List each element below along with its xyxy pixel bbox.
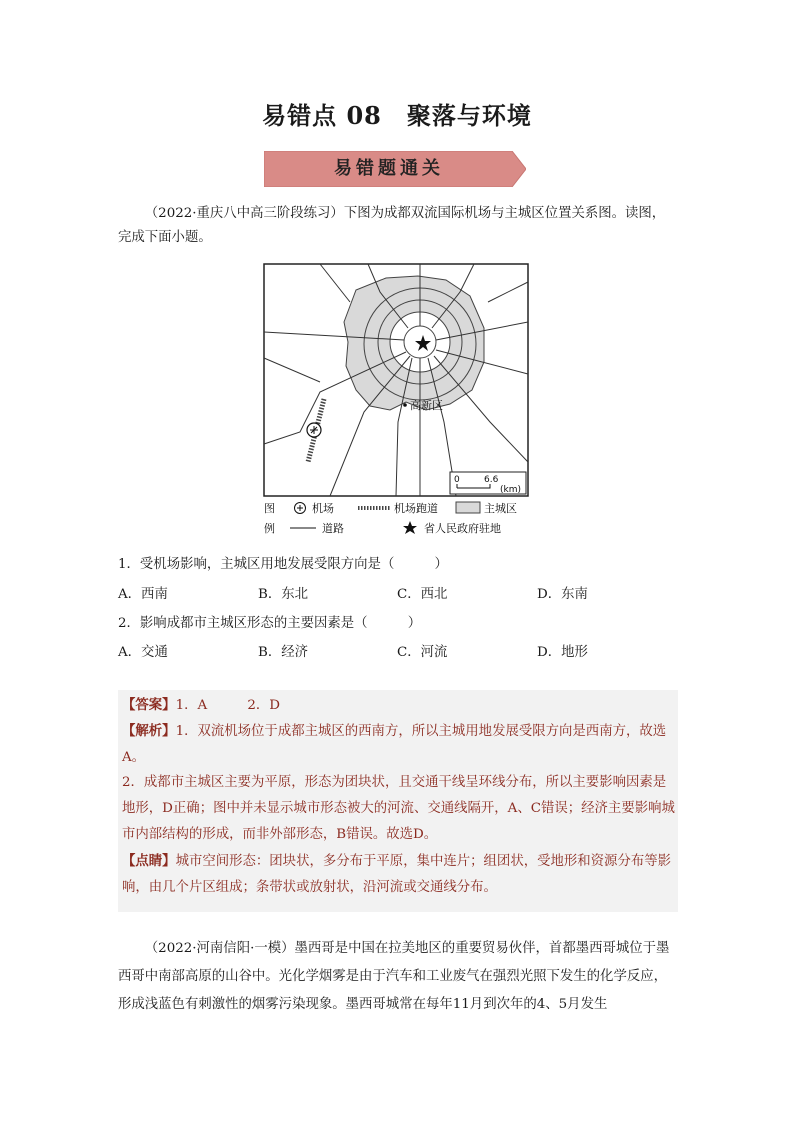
section-banner	[264, 151, 526, 187]
answer-tag: 【答案】	[122, 697, 176, 713]
q1-option-c[interactable]: C．西北	[397, 587, 448, 602]
chengdu-map	[260, 262, 532, 540]
q2-option-c[interactable]: C．河流	[397, 645, 448, 660]
tip-tag: 【点睛】	[122, 853, 176, 869]
answer-line	[122, 692, 678, 719]
legend-runway: 机场跑道	[394, 502, 438, 515]
hitech-label: 高新区	[410, 399, 443, 412]
q1-option-b[interactable]: B．东北	[258, 587, 309, 602]
scale-unit: (km)	[500, 485, 522, 495]
tip	[122, 848, 678, 901]
legend-road: 道路	[322, 522, 344, 535]
legend-li: 例	[264, 522, 275, 535]
legend-urban: 主城区	[484, 502, 517, 515]
analysis-2: 2．成都市主城区主要为平原，形态为团块状，且交通干线呈环线分布，所以主要影响因素是地形，D正确；图中并未显示城市形态被大的河流、交通线隔开，A、C错误；经济主要影响城市内部结构的形成，而非外部形态，B错误。故选D。	[122, 775, 675, 842]
scale-zero: 0	[454, 475, 460, 485]
q1-option-d[interactable]: D．东南	[537, 587, 588, 602]
legend-airport: 机场	[312, 502, 334, 515]
scale-bar	[450, 472, 526, 495]
page-title: 易错点 08 聚落与环境	[262, 101, 532, 130]
answer-text: 1．A 2．D	[175, 698, 280, 713]
question-2: 2．影响成都市主城区形态的主要因素是（ ）	[118, 616, 422, 631]
question-intro: （2022·重庆八中高三阶段练习）下图为成都双流国际机场与主城区位置关系图。读图，完成下面小题。	[118, 206, 666, 245]
hitech-dot	[403, 403, 407, 407]
analysis-1	[122, 718, 678, 771]
tip-text: 城市空间形态：团块状，多分布于平原，集中连片；组团状，受地形和资源分布等影响，由几个片区组成；条带状或放射状，沿河流或交通线分布。	[122, 854, 672, 895]
legend-tu: 图	[264, 502, 275, 515]
next-question-intro: （2022·河南信阳·一模）墨西哥是中国在拉美地区的重要贸易伙伴，首都墨西哥城位于墨西哥中南部高原的山谷中。光化学烟雾是由于汽车和工业废气在强烈光照下发生的化学反应，形成浅蓝色有刺激性的烟雾污染现象。墨西哥城常在每年11月到次年的4、5月发生	[118, 941, 670, 1012]
legend-gov: 省人民政府驻地	[424, 522, 501, 535]
analysis-tag: 【解析】	[122, 723, 176, 739]
q2-option-b[interactable]: B．经济	[258, 645, 309, 660]
q1-option-a[interactable]: A．西南	[118, 587, 168, 602]
chengdu-map-figure	[260, 262, 532, 540]
q2-option-a[interactable]: A．交通	[118, 645, 168, 660]
legend-star-icon	[403, 521, 417, 534]
analysis-1-text: 1．双流机场位于成都主城区的西南方，所以主城用地发展受限方向是西南方，故选A。	[122, 724, 667, 765]
question-1: 1．受机场影响，主城区用地发展受限方向是（ ）	[118, 557, 448, 572]
banner-label: 易错题通关	[334, 158, 444, 179]
scale-value: 6.6	[484, 475, 499, 485]
legend	[264, 501, 517, 535]
q2-option-d[interactable]: D．地形	[537, 645, 588, 660]
